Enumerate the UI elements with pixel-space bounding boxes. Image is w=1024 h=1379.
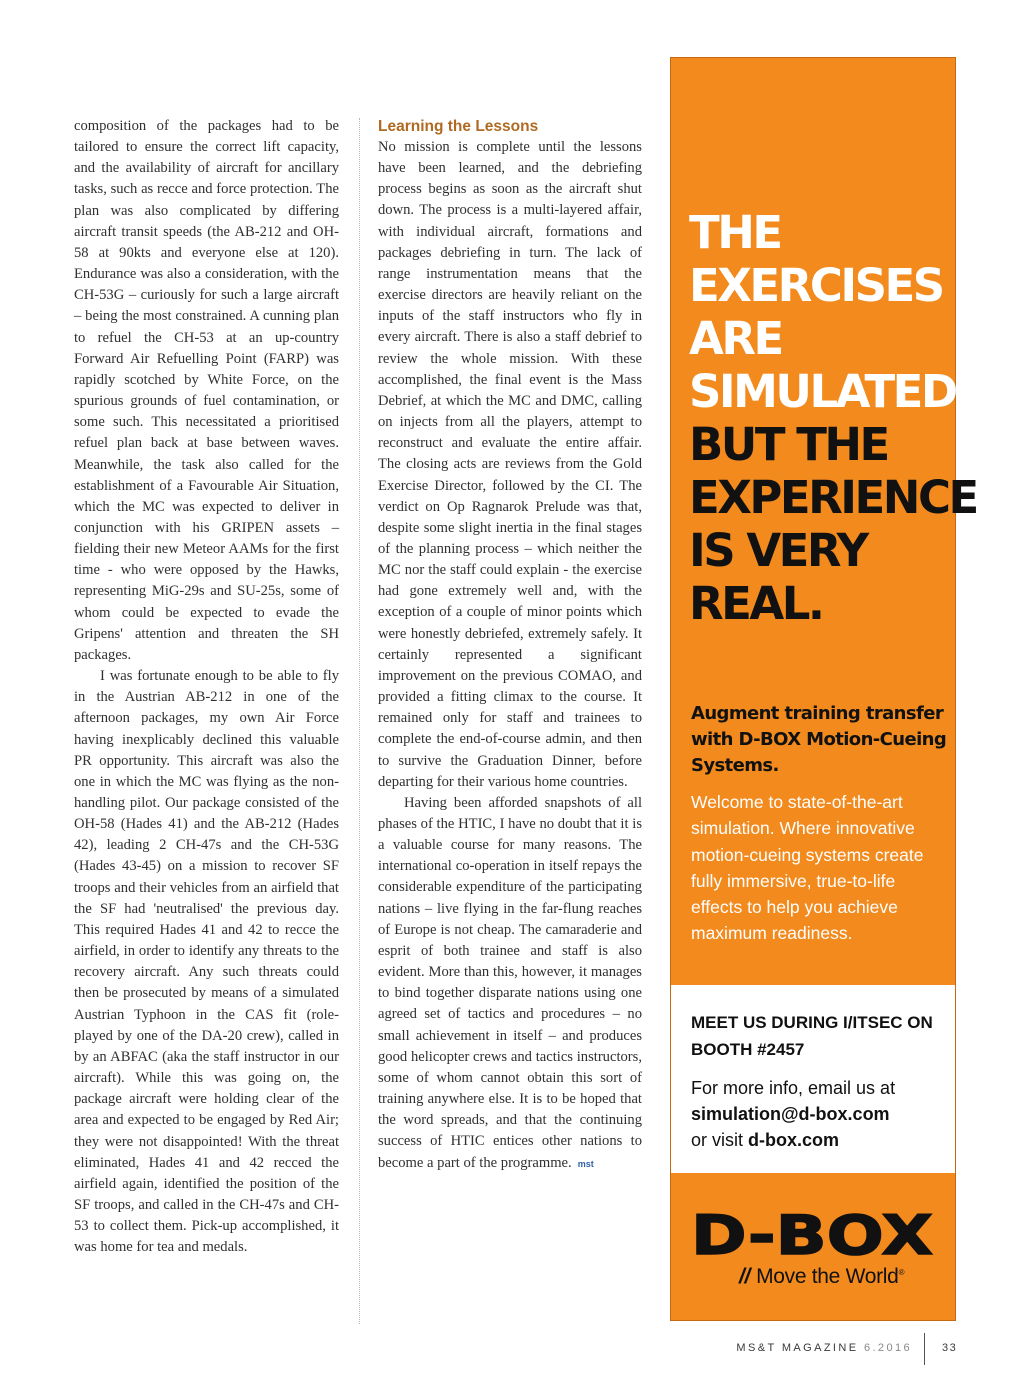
headline-line: IS VERY: [689, 524, 867, 577]
headline-line: REAL.: [689, 577, 823, 630]
headline-line: SIMULATED: [689, 365, 956, 418]
website-link[interactable]: d-box.com: [748, 1130, 840, 1150]
ad-body-copy: Welcome to state-of-the-art simulation. Where innovative motion-cueing systems create fully immersive, true-to-life effects to help you achieve maximum readiness.: [691, 792, 924, 944]
registered-mark: ®: [898, 1268, 905, 1277]
column-divider: [359, 118, 360, 1324]
headline-line: EXERCISES: [689, 259, 943, 312]
ad-tagline: [739, 1265, 949, 1289]
ad-headline: [689, 206, 977, 630]
visit-prefix: or visit: [691, 1130, 749, 1150]
publication-name: MS&T MAGAZINE: [736, 1342, 859, 1354]
article-column-right: [378, 116, 642, 1175]
headline-line: BUT THE: [689, 418, 888, 471]
email-link[interactable]: simulation@d-box.com: [691, 1104, 890, 1124]
end-mark: mst: [577, 1158, 594, 1169]
article-paragraph: [378, 793, 642, 1175]
dbox-advertisement: [670, 57, 977, 1321]
article-paragraph-text: Having been afforded snapshots of all phases of the HTIC, I have no doubt that it is a valuable course for many reasons. The international co-operation in itself repays the considerable expenditure of the participating nations – live flying in the far-flung reaches of Europe is not cheap. The camaraderie and esprit of both trainee and staff is also evident. More than this, however, it manages to bind together disparate nations using one agreed set of tactics and procedures – no small achievement in itself – and produces good helicopter crews and tactics instructors, some of whom cannot obtain this sort of training anywhere else. It is to be hoped that the word spreads, and that the continuing success of HTIC entices other nations to become a part of the programme.: [378, 794, 642, 1171]
issue-number: 6.2016: [863, 1342, 912, 1354]
dbox-logo-text: D-BOX: [691, 1210, 933, 1260]
ad-subhead: Augment training transfer with D-BOX Motion-Cueing Systems.: [691, 703, 947, 776]
page-number: 33: [942, 1342, 958, 1354]
contact-prompt: For more info, email us at: [691, 1078, 896, 1098]
headline-line: ARE: [689, 312, 782, 365]
section-heading: Learning the Lessons: [378, 118, 539, 135]
headline-line: EXPERIENCE: [689, 471, 977, 524]
contact-info: [691, 1075, 946, 1153]
tagline-text: Move the World: [756, 1265, 899, 1288]
article-column-left: [74, 116, 339, 1258]
headline-line: THE: [689, 206, 781, 259]
page-footer: [700, 1342, 912, 1354]
slash-mark-icon: //: [739, 1265, 751, 1288]
article-paragraph: No mission is complete until the lessons have been learned, and the debriefing process begins as soon as the aircraft shut down. The process is a multi-layered affair, with individual aircraft, formations and packages debriefing in turn. The lack of range instrumentation means that the exercise directors are heavily reliant on the inputs of the staff instructors who fly in every aircraft. There is also a staff debrief to review the whole mission. With these accomplished, the final event is the Mass Debrief, at which the MC and DMC, calling on injects from all the players, attempt to reconstruct and evaluate the entire affair. The closing acts are reviews from the Gold Exercise Director, followed by the CI. The verdict on Op Ragnarok Prelude was that, despite some slight inertia in the final stages of the planning process – which neither the MC nor the staff could explain - the exercise had gone extremely well and, with the exception of a couple of minor points which were honestly debriefed, extremely safely. It certainly represented a significant improvement on the previous COMAO, and provided a fitting climax to the course. It remained only for staff and trainees to complete the end-of-course admin, and then to survive the Graduation Dinner, before departing for their various home countries.: [378, 139, 642, 790]
article-paragraph: composition of the packages had to be tailored to ensure the correct lift capacity, and the availability of aircraft for ancillary tasks, such as recce and force protection. The plan was also complicated by differing aircraft transit speeds (the AB-212 and OH-58 at 90kts and everyone else at 120). Endurance was also a consideration, with the CH-53G – curiously for such a large aircraft – being the most constrained. A cunning plan to refuel the CH-53 at an up-country Forward Air Refuelling Point (FARP) was rapidly scotched by White Force, on the spurious grounds of fuel contamination, or some such. This necessitated a prioritised refuel plan back at base between waves. Meanwhile, the task also called for the establishment of a Favourable Air Situation, which the MC was expected to deliver in conjunction with his GRIPEN assets – fielding their new Meteor AAMs for the first time - who were opposed by the Hawks, representing MiG-29s and SU-25s, some of whom could be expected to evade the Gripens' attention and threaten the SH packages.: [74, 118, 339, 663]
booth-callout: MEET US DURING I/ITSEC ON BOOTH #2457: [691, 1013, 933, 1059]
footer-divider: [924, 1333, 925, 1365]
ad-contact-panel: [671, 985, 955, 1173]
dbox-logo: [691, 1210, 941, 1260]
article-paragraph: I was fortunate enough to be able to fly in the Austrian AB-212 in one of the afternoon packages, my own Air Force having inexplicably declined this valuable PR opportunity. This aircraft was also the one in which the MC was flying as the non-handling pilot. Our package consisted of the OH-58 (Hades 41) and the AB-212 (Hades 42), leading 2 CH-47s and the CH-53G (Hades 43-45) on a mission to recover SF troops and their vehicles from an airfield that the SF had 'neutralised' the previous day. This required Hades 41 and 42 to recce the airfield, in order to identify any threats to the recovery aircraft. Any such threats could then be prosecuted by means of a simulated Austrian Typhoon in the CAS fit (role-played by one of the DA-20 crew), called in by an ABFAC (aka the staff instructor in our aircraft). While this was going on, the package aircraft were holding clear of the area and expected to be engaged by Red Air; they were not disappointed! With the threat eliminated, Hades 41 and 42 recced the airfield again, identified the position of the SF troops, and called in the CH-47s and CH-53 to collect them. Pick-up accomplished, it was home for tea and medals.: [74, 668, 339, 1256]
